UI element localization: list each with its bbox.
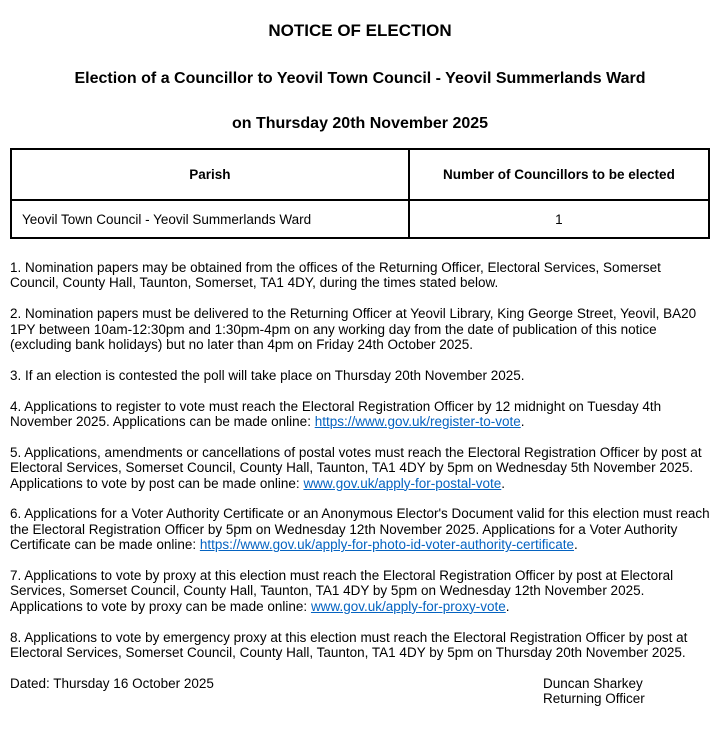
notice-paragraph-1 xyxy=(10,260,710,291)
table-header-row xyxy=(11,149,709,200)
table-cell-parish: Yeovil Town Council - Yeovil Summerlands Ward xyxy=(11,200,409,238)
councillors-table xyxy=(10,148,710,239)
officer-name: Duncan Sharkey xyxy=(543,675,643,691)
notice-paragraph-7 xyxy=(10,568,710,614)
signature-block xyxy=(543,676,710,707)
notice-paragraph-5 xyxy=(10,445,710,491)
table-row xyxy=(11,200,709,238)
paragraph-text: . xyxy=(505,598,510,614)
notice-paragraph-2 xyxy=(10,306,710,352)
paragraph-text: 1. Nomination papers may be obtained from the offices of the Returning Officer, Electoral Services, Somerset Council, County Hall, Taunton, Somerset, TA1 4DY, during the times stated below. xyxy=(10,260,661,291)
voter-authority-certificate-link[interactable]: https://www.gov.uk/apply-for-photo-id-voter-authority-certificate xyxy=(199,537,575,553)
paragraph-text: 2. Nomination papers must be delivered to the Returning Officer at Yeovil Library, King George Street, Yeovil, BA20 1PY between 10am-12:30pm and 1:30pm-4pm on any working day from the date of publication of this notice (excluding bank holidays) but no later than 4pm on Friday 24th October 2025. xyxy=(10,306,697,353)
apply-proxy-vote-link[interactable]: www.gov.uk/apply-for-proxy-vote xyxy=(310,598,506,614)
paragraph-text: 3. If an election is contested the poll will take place on Thursday 20th November 2025. xyxy=(10,367,525,383)
paragraph-text: 8. Applications to vote by emergency proxy at this election must reach the Electoral Registration Officer by post at Electoral Services, Somerset Council, County Hall, Taunton, TA1 4DY by 5pm on Thursday 20th November 2025. xyxy=(10,629,688,661)
table-header-parish: Parish xyxy=(11,149,409,200)
apply-postal-vote-link[interactable]: www.gov.uk/apply-for-postal-vote xyxy=(303,475,502,491)
notice-paragraph-4 xyxy=(10,399,710,430)
notice-footer xyxy=(10,676,710,707)
election-description: Election of a Councillor to Yeovil Town Council - Yeovil Summerlands Ward xyxy=(74,70,646,87)
paragraph-text: 5. Applications, amendments or cancellations of postal votes must reach the Electoral Registration Officer by post at Electoral Services, Somerset Council, County Hall, Taunton, TA1 4DY by 5pm on Wednesday 5th November 2025. Applications to vote by post can be made online: xyxy=(10,444,702,491)
table-cell-count: 1 xyxy=(409,200,709,238)
dated-line: Dated: Thursday 16 October 2025 xyxy=(10,675,214,691)
paragraph-text: 6. Applications for a Voter Authority Certificate or an Anonymous Elector's Document valid for this election must reach the Electoral Registration Officer by 5pm on Wednesday 12th November 2025. Applications for a Voter Authority Certificate can be made online: xyxy=(10,506,710,553)
election-date: on Thursday 20th November 2025 xyxy=(231,115,489,132)
notice-paragraph-6 xyxy=(10,506,710,552)
notice-paragraph-8 xyxy=(10,630,710,661)
table-header-councillors: Number of Councillors to be elected xyxy=(409,149,709,200)
officer-title: Returning Officer xyxy=(543,691,645,707)
register-to-vote-link[interactable]: https://www.gov.uk/register-to-vote xyxy=(314,414,521,430)
notice-title: NOTICE OF ELECTION xyxy=(268,21,452,40)
paragraph-text: . xyxy=(501,475,506,491)
paragraph-text: 4. Applications to register to vote must reach the Electoral Registration Officer by 12 midnight on Tuesday 4th November 2025. Applications can be made online: xyxy=(10,398,662,430)
notice-paragraph-3 xyxy=(10,368,710,383)
paragraph-text: 7. Applications to vote by proxy at this election must reach the Electoral Registration Officer by post at Electoral Services, Somerset Council, County Hall, Taunton, TA1 4DY by 5pm on Wednesday 12th November 2025. Applications to vote by proxy can be made online: xyxy=(10,568,674,614)
notice-body xyxy=(10,260,710,660)
paragraph-text: . xyxy=(574,537,578,553)
paragraph-text: . xyxy=(520,414,525,430)
